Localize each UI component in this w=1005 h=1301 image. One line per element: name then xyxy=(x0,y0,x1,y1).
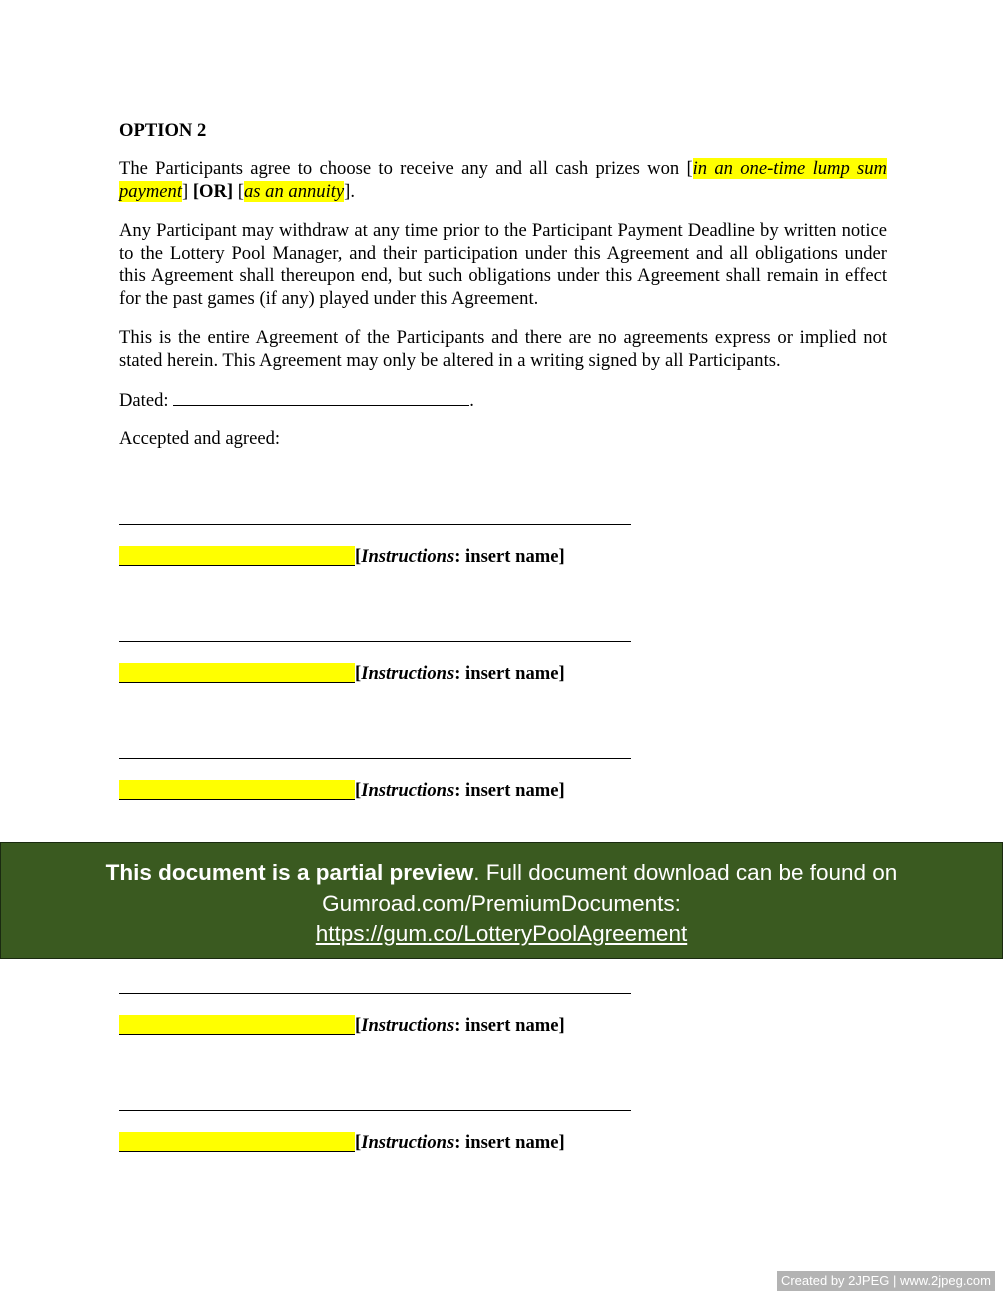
bracket: [ xyxy=(355,546,362,567)
paragraph-withdrawal: Any Participant may withdraw at any time prior to the Participant Payment Deadline by written notice to the Lottery Pool Manager, and their participation under this Agreement and all obligations under this Agreement shall thereupon end, but such obligations under this Agreement shall remain in effect for the past games (if any) played under this Agreement. xyxy=(119,220,887,309)
section-heading: OPTION 2 xyxy=(119,120,207,141)
instructions-rest: : insert name] xyxy=(454,546,565,567)
name-instructions xyxy=(355,1132,565,1154)
highlight-lump-sum: in an one-time lump sum payment xyxy=(119,158,887,202)
dated-blank[interactable] xyxy=(173,389,469,406)
banner-bold-text: This document is a partial preview xyxy=(105,860,474,885)
or-label: [OR] xyxy=(192,180,234,202)
name-blank[interactable] xyxy=(119,1132,355,1152)
name-blank[interactable] xyxy=(119,780,355,800)
banner-line-1 xyxy=(1,858,1002,889)
signature-line[interactable] xyxy=(119,524,631,525)
bracket: [ xyxy=(355,780,362,801)
name-instructions xyxy=(355,546,565,568)
dated-line-row xyxy=(119,389,474,413)
dated-label: Dated: xyxy=(119,390,174,411)
instructions-rest: : insert name] xyxy=(454,663,565,684)
p1-text-mid2: [ xyxy=(233,180,244,202)
instructions-word: Instructions xyxy=(361,1015,455,1036)
paragraph-entire-agreement: This is the entire Agreement of the Participants and there are no agreements express or implied not stated herein. This Agreement may only be altered in a writing signed by all Participants. xyxy=(119,327,887,371)
instructions-rest: : insert name] xyxy=(454,1132,565,1153)
paragraph-cash-prizes xyxy=(119,158,887,203)
watermark-badge: Created by 2JPEG | www.2jpeg.com xyxy=(777,1271,995,1291)
accepted-and-agreed: Accepted and agreed: xyxy=(119,428,281,449)
highlight-annuity: as an annuity xyxy=(243,180,345,202)
signature-line[interactable] xyxy=(119,993,631,994)
banner-rest-text: . Full document download can be found on xyxy=(473,860,898,885)
name-blank[interactable] xyxy=(119,1015,355,1035)
instructions-word: Instructions xyxy=(361,546,455,567)
dated-period: . xyxy=(469,390,474,411)
download-link[interactable]: https://gum.co/LotteryPoolAgreement xyxy=(315,921,688,946)
instructions-rest: : insert name] xyxy=(454,1015,565,1036)
instructions-word: Instructions xyxy=(361,1132,455,1153)
instructions-word: Instructions xyxy=(361,663,455,684)
instructions-word: Instructions xyxy=(361,780,455,801)
name-blank[interactable] xyxy=(119,663,355,683)
banner-line-3 xyxy=(1,919,1002,950)
signature-line[interactable] xyxy=(119,1110,631,1111)
bracket: [ xyxy=(355,663,362,684)
p1-text-mid: ] xyxy=(182,180,193,202)
signature-line[interactable] xyxy=(119,758,631,759)
instructions-rest: : insert name] xyxy=(454,780,565,801)
banner-line-2: Gumroad.com/PremiumDocuments: xyxy=(322,890,681,916)
bracket: [ xyxy=(355,1015,362,1036)
preview-banner xyxy=(0,842,1003,959)
name-instructions xyxy=(355,663,565,685)
signature-line[interactable] xyxy=(119,641,631,642)
name-instructions xyxy=(355,1015,565,1037)
name-blank[interactable] xyxy=(119,546,355,566)
bracket: [ xyxy=(355,1132,362,1153)
p1-text-before: The Participants agree to choose to receive any and all cash prizes won [ xyxy=(119,158,693,179)
p1-text-after: ]. xyxy=(344,180,356,202)
name-instructions xyxy=(355,780,565,802)
